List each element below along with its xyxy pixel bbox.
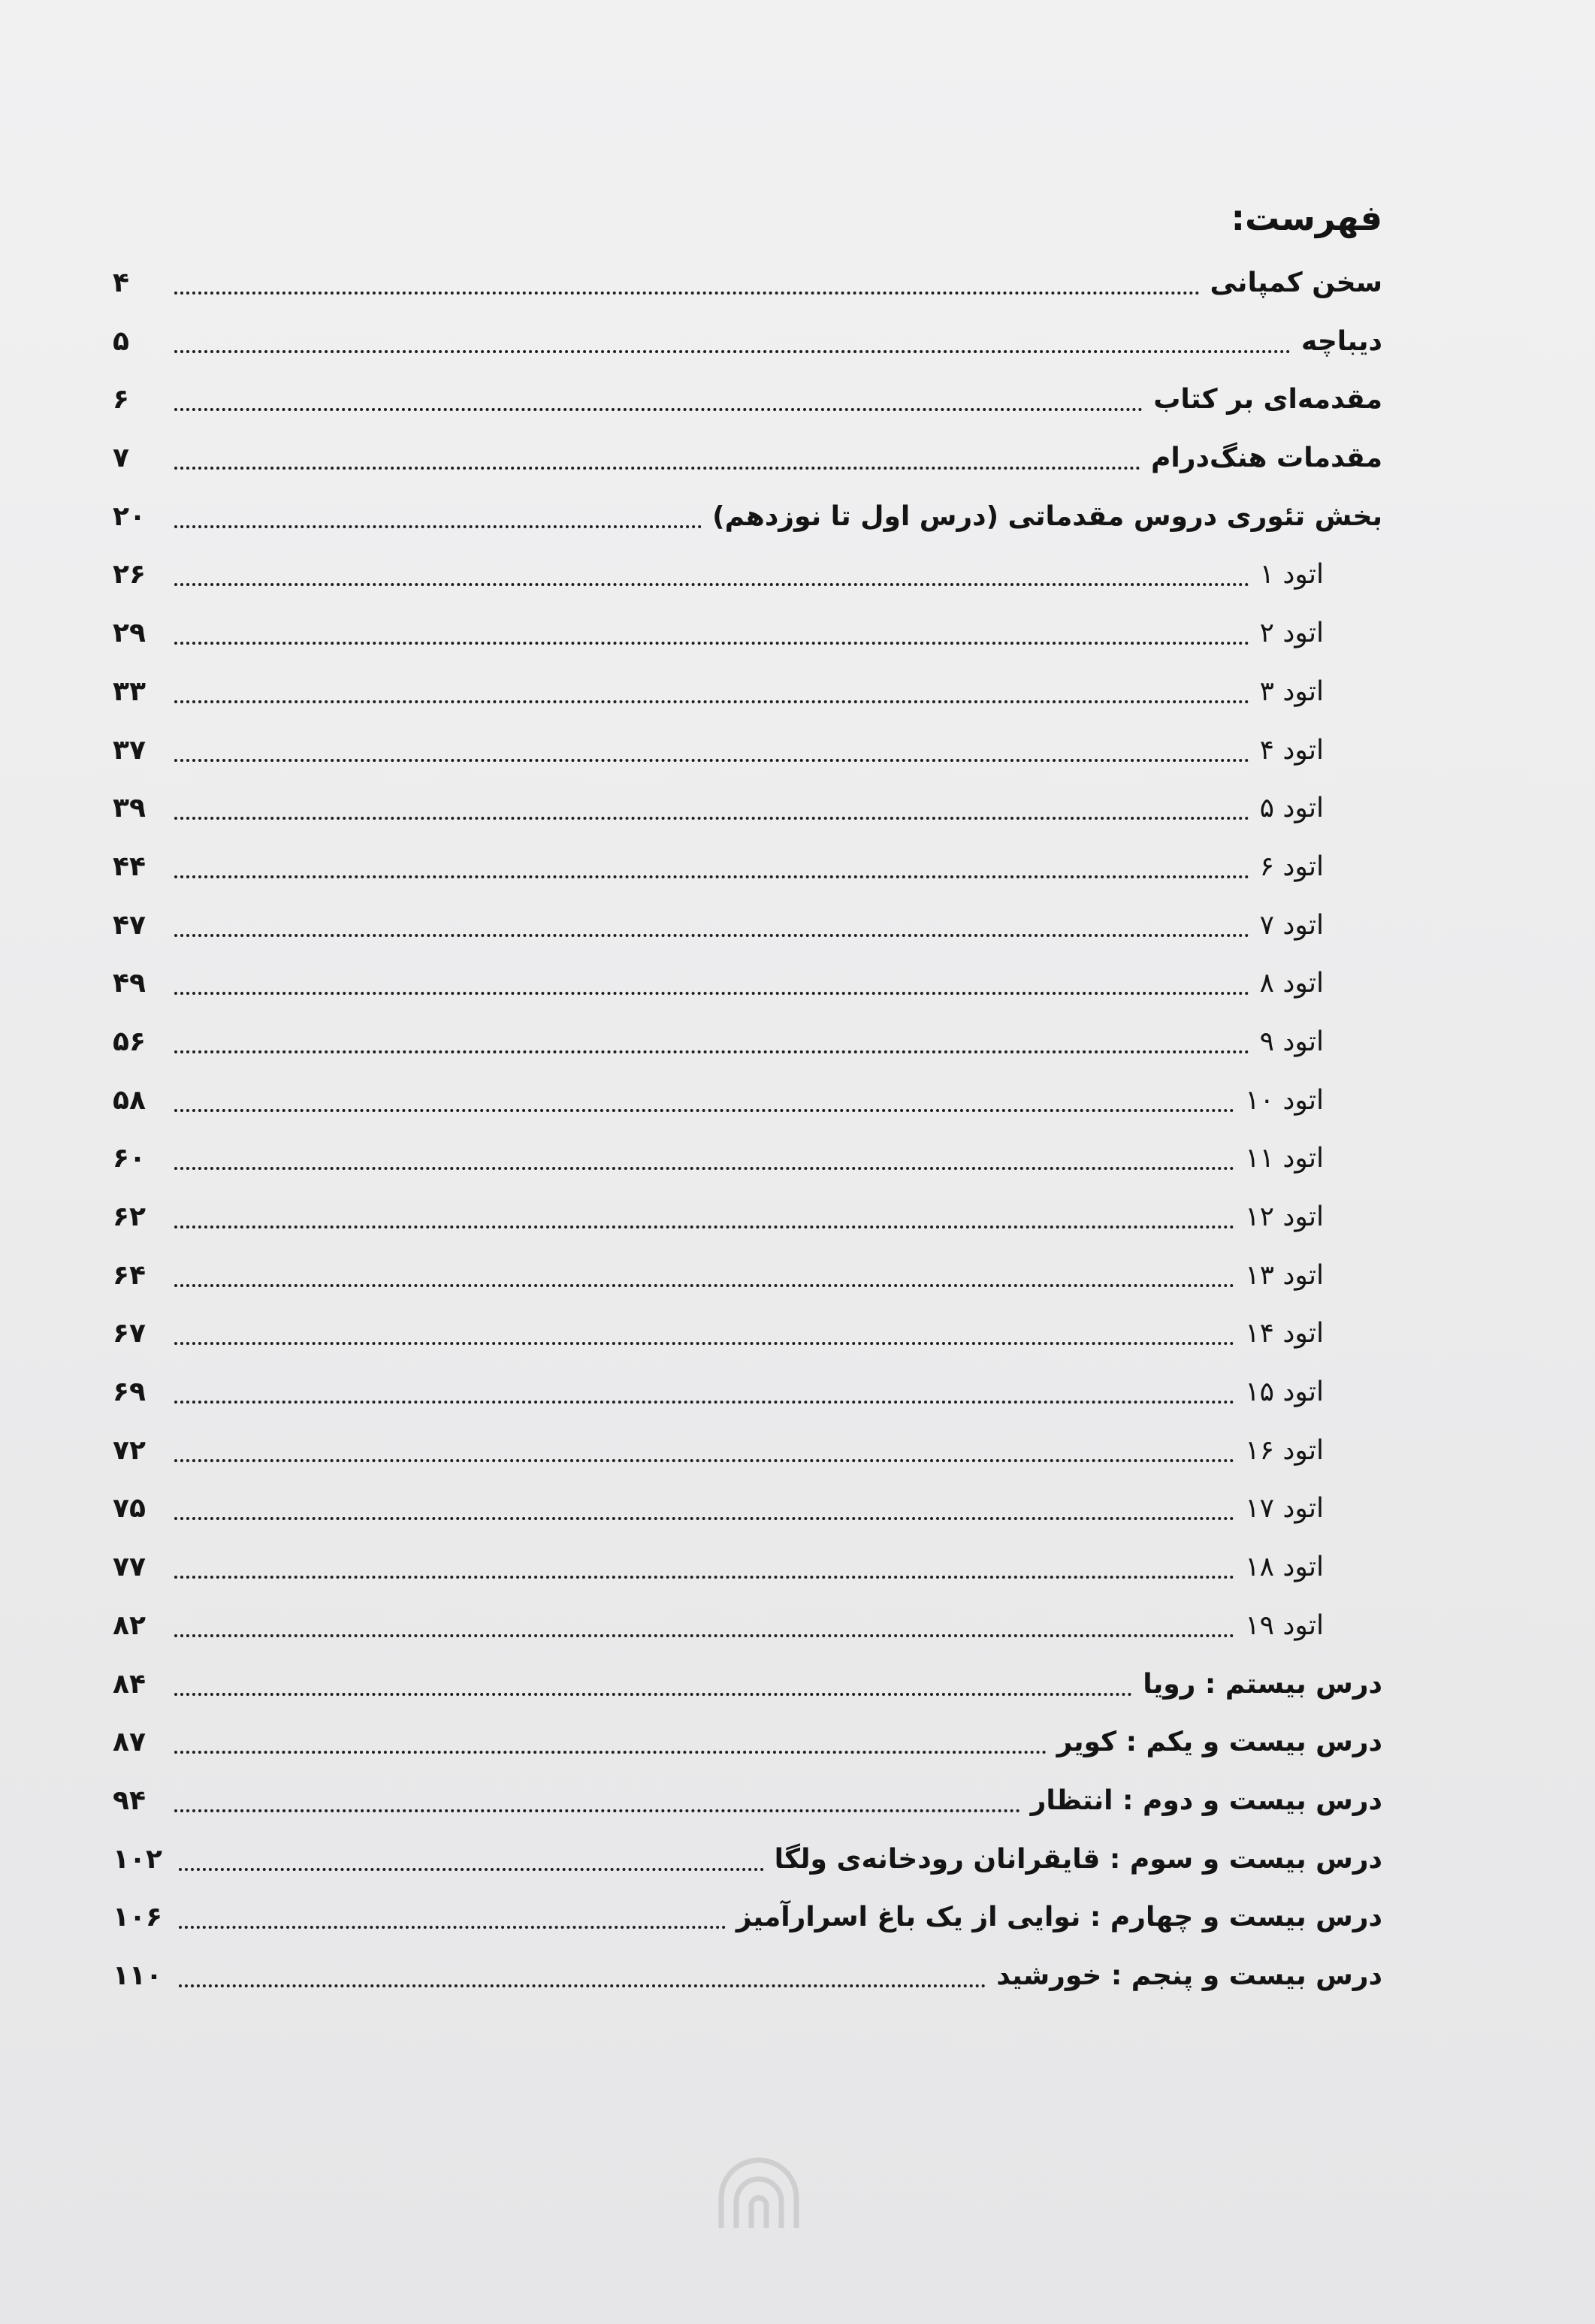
toc-entry [113, 660, 1382, 719]
toc-entry-label: دیباچه [1301, 325, 1382, 357]
toc-entry-page-number: ۶۲ [113, 1201, 146, 1232]
toc-entry [113, 953, 1382, 1011]
toc-dot-leader [174, 408, 1143, 411]
toc-entry [113, 544, 1382, 603]
toc-entry [113, 1419, 1382, 1478]
toc-entry-label: اتود ۱۰ [1245, 1084, 1324, 1116]
toc-entry-label: اتود ۱ [1259, 559, 1324, 591]
toc-entry-page-number: ۴ [113, 267, 129, 298]
toc-entry-page-number: ۶۰ [113, 1143, 146, 1174]
toc-dot-leader [174, 525, 702, 528]
toc-entry [113, 836, 1382, 894]
toc-entry [113, 1887, 1382, 1945]
toc-dot-leader [174, 875, 1249, 878]
toc-dot-leader [174, 1284, 1234, 1287]
toc-dot-leader [174, 642, 1249, 645]
toc-entry-label: مقدمات هنگ‌درام [1151, 443, 1382, 474]
toc-entry-page-number: ۳۳ [113, 675, 146, 707]
toc-title: فهرست: [1231, 198, 1382, 238]
toc-entry [113, 1361, 1382, 1419]
toc-entry-page-number: ۷۵ [113, 1493, 146, 1525]
toc-entry [113, 427, 1382, 485]
toc-entry-label: اتود ۱۴ [1245, 1318, 1324, 1349]
toc-dot-leader [174, 1809, 1020, 1812]
toc-entry-label: اتود ۱۷ [1245, 1493, 1324, 1525]
toc-dot-leader [174, 1167, 1234, 1170]
toc-entry-page-number: ۷۷ [113, 1552, 146, 1583]
toc-entry-label: اتود ۳ [1259, 675, 1324, 707]
toc-entry-page-number: ۹۴ [113, 1785, 146, 1816]
toc-entry-page-number: ۴۷ [113, 909, 146, 941]
toc-dot-leader [174, 1109, 1234, 1112]
toc-dot-leader [174, 467, 1140, 470]
toc-entry-label: اتود ۱۵ [1245, 1377, 1324, 1408]
toc-dot-leader [179, 1868, 764, 1871]
toc-entry-label: سخن کمپانی [1210, 267, 1382, 298]
toc-entry-label: اتود ۱۹ [1245, 1609, 1324, 1641]
toc-entry [113, 1478, 1382, 1537]
toc-entry-page-number: ۱۰۶ [113, 1902, 162, 1933]
toc-entry [113, 1303, 1382, 1361]
toc-entry-label: اتود ۱۲ [1245, 1201, 1324, 1232]
toc-entry-page-number: ۷ [113, 443, 129, 474]
toc-entry-page-number: ۷۲ [113, 1434, 146, 1466]
toc-entry-page-number: ۴۹ [113, 968, 146, 999]
toc-entry-page-number: ۳۹ [113, 793, 146, 824]
toc-entry [113, 310, 1382, 369]
toc-entry-page-number: ۸۷ [113, 1727, 146, 1758]
toc-entry-label: اتود ۱۸ [1245, 1552, 1324, 1583]
toc-entry-label: بخش تئوری دروس مقدماتی (درس اول تا نوزدهم) [712, 500, 1382, 532]
toc-dot-leader [174, 817, 1249, 820]
toc-entry-label: اتود ۱۶ [1245, 1434, 1324, 1466]
toc-entry-page-number: ۵۸ [113, 1084, 146, 1116]
toc-entry-page-number: ۲۹ [113, 618, 146, 649]
toc-dot-leader [174, 759, 1249, 762]
toc-entry [113, 778, 1382, 836]
toc-entry-label: اتود ۴ [1259, 734, 1324, 766]
toc-dot-leader [174, 1634, 1234, 1637]
toc-entry-page-number: ۸۲ [113, 1609, 146, 1641]
toc-entry-label: درس بیستم : رویا [1143, 1668, 1382, 1700]
toc-entry-label: درس بیست و چهارم : نوایی از یک باغ اسرارآمیز [736, 1902, 1382, 1933]
toc-entry-page-number: ۲۶ [113, 559, 146, 591]
toc-entry-label: مقدمه‌ای بر کتاب [1153, 384, 1382, 416]
toc-entry [113, 1653, 1382, 1712]
toc-dot-leader [174, 934, 1249, 937]
toc-entry-label: اتود ۵ [1259, 793, 1324, 824]
toc-entry-label: اتود ۸ [1259, 968, 1324, 999]
toc-entry-label: اتود ۱۳ [1245, 1259, 1324, 1291]
toc-dot-leader [174, 700, 1249, 703]
toc-entry [113, 894, 1382, 953]
toc-dot-leader [174, 1576, 1234, 1579]
toc-entry [113, 1945, 1382, 2003]
toc-entry [113, 369, 1382, 428]
toc-entry-page-number: ۶۴ [113, 1259, 146, 1291]
toc-entry [113, 1128, 1382, 1186]
toc-entry [113, 719, 1382, 778]
toc-entry-label: اتود ۱۱ [1245, 1143, 1324, 1174]
toc-entry-label: درس بیست و پنجم : خورشید [996, 1960, 1382, 1991]
toc-entry [113, 1712, 1382, 1770]
toc-entry-page-number: ۳۷ [113, 734, 146, 766]
toc-entry-label: اتود ۶ [1259, 851, 1324, 882]
table-of-contents [113, 192, 1382, 2003]
toc-entry [113, 1594, 1382, 1653]
toc-entry-page-number: ۶۷ [113, 1318, 146, 1349]
toc-entry-label: اتود ۲ [1259, 618, 1324, 649]
toc-entry-page-number: ۸۴ [113, 1668, 146, 1700]
toc-entry-page-number: ۴۴ [113, 851, 146, 882]
toc-dot-leader [174, 1050, 1249, 1053]
toc-entry-page-number: ۱۰۲ [113, 1843, 162, 1875]
toc-dot-leader [179, 1984, 986, 1987]
toc-dot-leader [174, 292, 1200, 295]
toc-entry-label: اتود ۷ [1259, 909, 1324, 941]
toc-entry [113, 1769, 1382, 1828]
toc-entry [113, 602, 1382, 660]
toc-entry [113, 1828, 1382, 1887]
toc-dot-leader [174, 1401, 1234, 1404]
toc-entry-page-number: ۵۶ [113, 1026, 146, 1057]
toc-entry-page-number: ۲۰ [113, 500, 146, 532]
toc-entry-page-number: ۱۱۰ [113, 1960, 162, 1991]
toc-dot-leader [179, 1926, 726, 1929]
toc-dot-leader [174, 583, 1249, 586]
toc-dot-leader [174, 1751, 1047, 1754]
toc-entry-label: درس بیست و دوم : انتظار [1030, 1785, 1382, 1816]
toc-dot-leader [174, 350, 1291, 353]
toc-entry [113, 1069, 1382, 1128]
publisher-logo-icon [710, 2156, 808, 2239]
toc-entry-label: اتود ۹ [1259, 1026, 1324, 1057]
toc-entry-label: درس بیست و یکم : کویر [1056, 1727, 1382, 1758]
toc-entry-page-number: ۶۹ [113, 1377, 146, 1408]
toc-entry [113, 1011, 1382, 1069]
toc-dot-leader [174, 1342, 1234, 1345]
toc-entry [113, 485, 1382, 544]
toc-entry [113, 244, 1382, 310]
toc-dot-leader [174, 1459, 1234, 1462]
toc-dot-leader [174, 1693, 1132, 1696]
toc-entry-page-number: ۵ [113, 325, 129, 357]
toc-dot-leader [174, 1517, 1234, 1520]
toc-dot-leader [174, 992, 1249, 995]
toc-entry-page-number: ۶ [113, 384, 129, 416]
toc-list [113, 244, 1382, 2003]
toc-entry-label: درس بیست و سوم : قایقرانان رودخانه‌ی ولگا [774, 1843, 1382, 1875]
toc-entry [113, 1186, 1382, 1244]
toc-entry [113, 1536, 1382, 1594]
toc-dot-leader [174, 1225, 1234, 1228]
toc-entry [113, 1244, 1382, 1303]
